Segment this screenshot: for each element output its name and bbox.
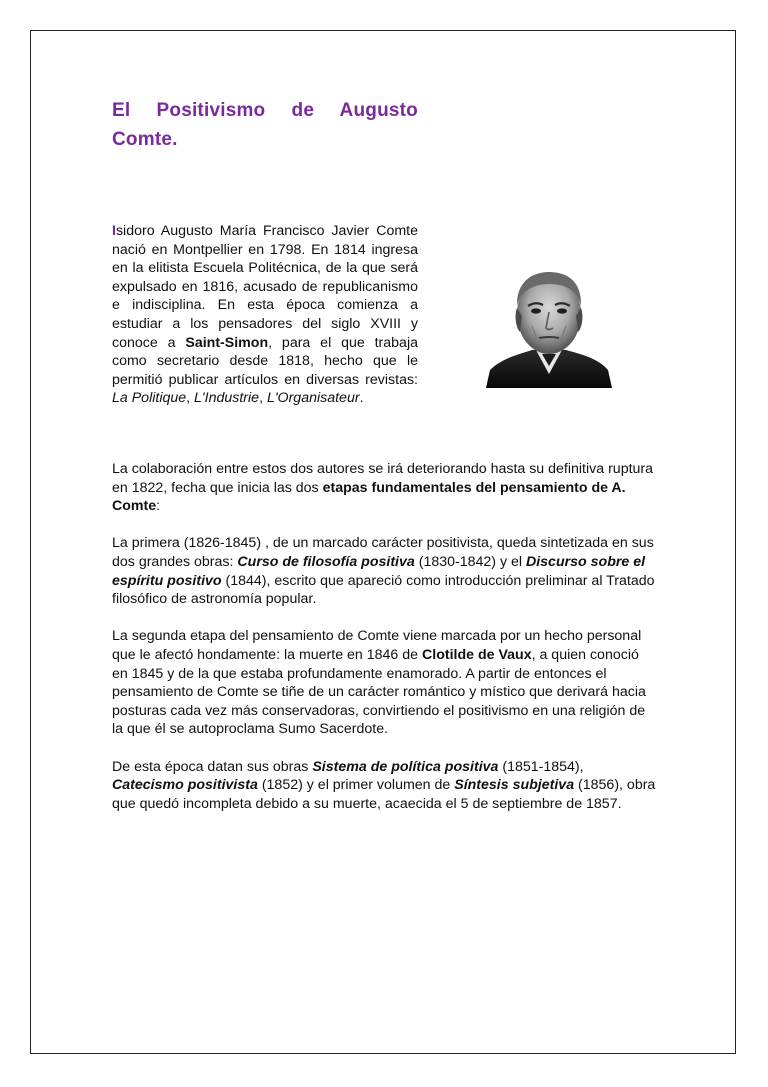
intro-text: sidoro Augusto María Francisco Javier Comte nació en Montpellier en 1798. En 1814 ingresa en la elitista Escuela Politécnica, de la que será expulsado en 1816, acusado de republicanismo e indisciplina. En esta época comienza a estudiar a los pensadores del siglo XVIII y conoce a xyxy=(112,223,418,351)
para1-text: La colaboración entre estos dos autores se irá deteriorando hasta su definitiva ruptura en 1822, fecha que inicia las dos xyxy=(112,461,654,496)
journal-1: La Politique xyxy=(112,390,187,407)
intro-paragraph xyxy=(112,222,418,408)
portrait-image xyxy=(486,266,612,388)
paragraph-3 xyxy=(112,627,657,739)
para3-text-1: La segunda etapa del pensamiento de Comte viene marcada por un hecho personal que le afectó hondamente: la muerte en 1846 de xyxy=(112,628,642,663)
para1-end: : xyxy=(156,498,161,515)
para1-bold: etapas fundamentales del pensamiento de A. Comte xyxy=(112,479,626,515)
work-discurso: Discurso sobre el espíritu positivo xyxy=(112,553,646,589)
para4-text-1: De esta época datan sus obras xyxy=(112,758,313,775)
journal-2: L'Industrie xyxy=(194,390,260,407)
para4-text-3: (1852) y el primer volumen de xyxy=(257,777,455,794)
para2-text-1: La primera (1826-1845) , de un marcado carácter positivista, queda sintetizada en sus dos grandes obras: xyxy=(112,535,654,570)
para2-text-3: (1844), escrito que apareció como introducción preliminar al Tratado filosófico de astronomía popular. xyxy=(112,572,655,608)
para3-text-2: , a quien conoció en 1845 y de la que estaba profundamente enamorado. A partir de entonces el pensamiento de Comte se tiñe de un carácter romántico y místico que derivará hacia posturas cada vez más conservadoras, convirtiendo el positivismo en una religión de la que él se autoproclama Sumo Sacerdote. xyxy=(112,646,646,738)
work-sistema: Sistema de política positiva xyxy=(312,758,499,775)
paragraph-4 xyxy=(112,758,657,814)
title-line-2: Comte. xyxy=(112,129,178,150)
para2-text-2: (1830-1842) y el xyxy=(414,553,526,570)
page-title xyxy=(112,96,418,154)
para4-text-2: (1851-1854), xyxy=(498,758,584,775)
intro-initial: I xyxy=(112,223,116,239)
journal-sep-2: , xyxy=(259,390,267,407)
body-text xyxy=(112,460,657,832)
para3-bold-name: Clotilde de Vaux xyxy=(422,646,532,663)
work-sintesis: Síntesis subjetiva xyxy=(454,777,575,794)
work-curso: Curso de filosofía positiva xyxy=(237,553,415,570)
paragraph-1 xyxy=(112,460,657,516)
title-line-1: El Positivismo de Augusto xyxy=(112,100,418,121)
intro-end: . xyxy=(359,390,364,407)
intro-bold-name: Saint-Simon xyxy=(185,334,269,351)
journal-3: L'Organisateur xyxy=(266,390,360,407)
para4-text-4: (1856), obra que quedó incompleta debido a su muerte, acaecida el 5 de septiembre de 1857. xyxy=(112,777,656,812)
intro-text-2: , para el que trabaja como secretario desde 1818, hecho que le permitió publicar artículos en diversas revistas: xyxy=(112,334,418,388)
paragraph-2 xyxy=(112,534,657,608)
journal-sep-1: , xyxy=(186,390,195,407)
work-catecismo: Catecismo positivista xyxy=(112,777,258,794)
